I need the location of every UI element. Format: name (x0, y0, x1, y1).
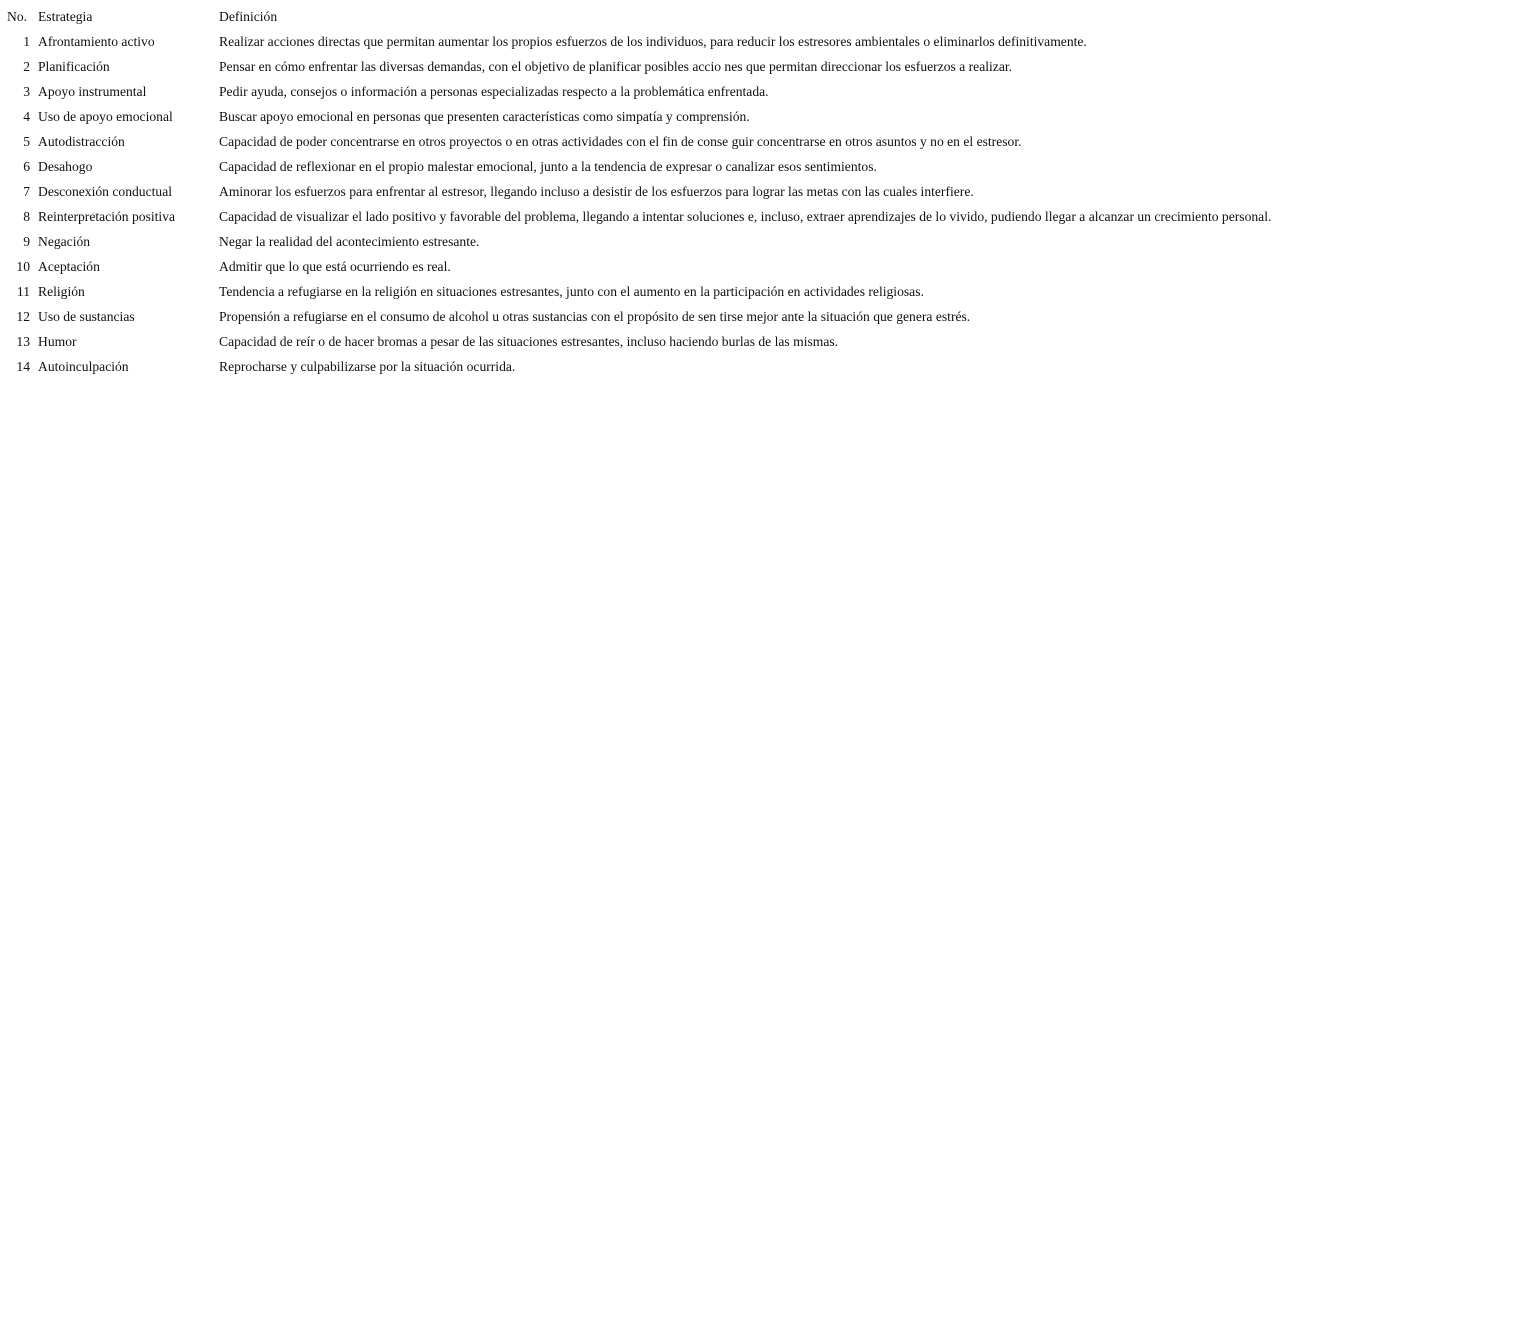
row-strategy: Desahogo (38, 159, 93, 174)
table-row (4, 79, 1271, 104)
table-row (4, 179, 1271, 204)
row-definition: Admitir que lo que está ocurriendo es real. (219, 259, 451, 274)
header-definition: Definición (219, 9, 278, 24)
row-strategy: Aceptación (38, 259, 100, 274)
table-row (4, 354, 1271, 379)
row-number: 3 (23, 84, 30, 99)
row-number: 4 (23, 109, 30, 124)
table-row (4, 279, 1271, 304)
row-definition: Buscar apoyo emocional en personas que presenten características como simpatía y comprensión. (219, 109, 750, 124)
table-row (4, 204, 1271, 229)
row-number: 5 (23, 134, 30, 149)
row-definition: Reprocharse y culpabilizarse por la situación ocurrida. (219, 359, 516, 374)
row-strategy: Religión (38, 284, 85, 299)
row-number: 2 (23, 59, 30, 74)
table-body (4, 29, 1271, 379)
row-number: 12 (16, 309, 30, 324)
row-strategy: Autoinculpación (38, 359, 129, 374)
row-definition: Realizar acciones directas que permitan aumentar los propios esfuerzos de los individuos, para reducir los estresores ambientales o eliminarlos definitivamente. (219, 34, 1087, 49)
table-row (4, 154, 1271, 179)
row-number: 14 (16, 359, 30, 374)
row-number: 1 (23, 34, 30, 49)
table-row (4, 29, 1271, 54)
table-row (4, 254, 1271, 279)
row-definition: Pensar en cómo enfrentar las diversas demandas, con el objetivo de planificar posibles accio nes que permitan direccionar los esfuerzos a realizar. (219, 59, 1013, 74)
row-number: 10 (16, 259, 30, 274)
row-strategy: Desconexión conductual (38, 184, 173, 199)
row-definition: Capacidad de visualizar el lado positivo y favorable del problema, llegando a intentar soluciones e, incluso, extraer aprendizajes de lo vivido, pudiendo llegar a alcanzar un crecimiento personal. (219, 209, 1272, 224)
row-strategy: Uso de sustancias (38, 309, 135, 324)
row-strategy: Humor (38, 334, 77, 349)
row-number: 9 (23, 234, 30, 249)
row-strategy: Planificación (38, 59, 110, 74)
row-number: 11 (16, 284, 30, 299)
table-row (4, 229, 1271, 254)
row-definition: Capacidad de poder concentrarse en otros proyectos o en otras actividades con el fin de conse guir concentrarse en otros asuntos y no en el estresor. (219, 134, 1022, 149)
row-number: 8 (23, 209, 30, 224)
row-definition: Tendencia a refugiarse en la religión en situaciones estresantes, junto con el aumento en la participación en actividades religiosas. (219, 284, 924, 299)
table-row (4, 329, 1271, 354)
row-definition: Pedir ayuda, consejos o información a personas especializadas respecto a la problemática enfrentada. (219, 84, 769, 99)
coping-strategies-table (4, 4, 1271, 379)
row-number: 13 (16, 334, 30, 349)
row-definition: Propensión a refugiarse en el consumo de alcohol u otras sustancias con el propósito de sen tirse mejor ante la situación que genera estrés. (219, 309, 971, 324)
row-strategy: Negación (38, 234, 91, 249)
row-definition: Aminorar los esfuerzos para enfrentar al estresor, llegando incluso a desistir de los esfuerzos para lograr las metas con las cuales interfiere. (219, 184, 974, 199)
header-strategy: Estrategia (38, 9, 93, 24)
table-header (4, 4, 1271, 29)
row-strategy: Afrontamiento activo (38, 34, 155, 49)
row-number: 7 (23, 184, 30, 199)
row-strategy: Apoyo instrumental (38, 84, 147, 99)
table-row (4, 129, 1271, 154)
row-definition: Capacidad de reír o de hacer bromas a pesar de las situaciones estresantes, incluso haciendo burlas de las mismas. (219, 334, 839, 349)
row-definition: Negar la realidad del acontecimiento estresante. (219, 234, 480, 249)
row-strategy: Reinterpretación positiva (38, 209, 176, 224)
row-strategy: Uso de apoyo emocional (38, 109, 173, 124)
row-definition: Capacidad de reflexionar en el propio malestar emocional, junto a la tendencia de expresar o canalizar esos sentimientos. (219, 159, 877, 174)
row-strategy: Autodistracción (38, 134, 125, 149)
table-row (4, 104, 1271, 129)
header-row (4, 4, 1271, 29)
header-no: No. (7, 9, 28, 24)
row-number: 6 (23, 159, 30, 174)
table-row (4, 54, 1271, 79)
table-row (4, 304, 1271, 329)
